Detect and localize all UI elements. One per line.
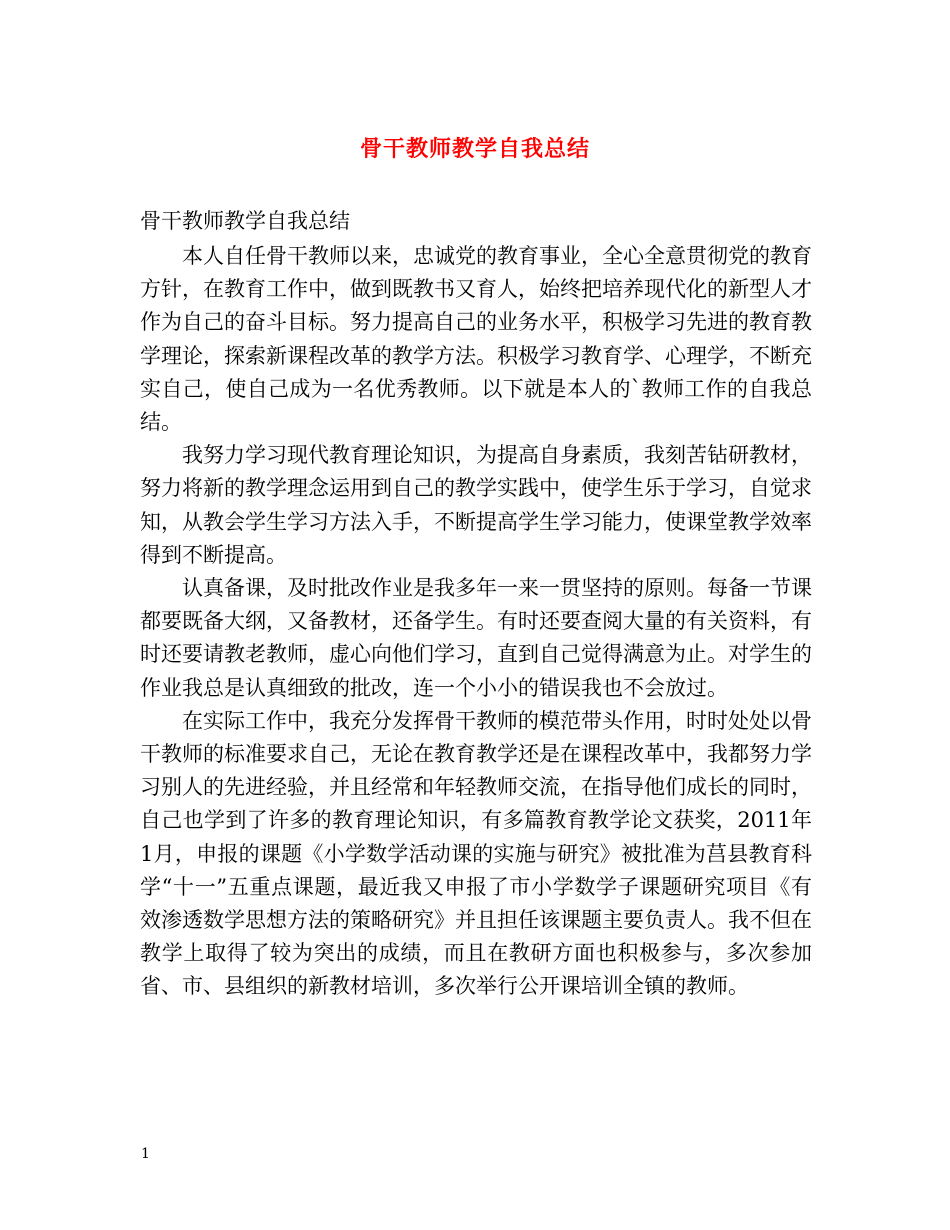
document-body [140, 240, 812, 1004]
paragraph-3: 认真备课，及时批改作业是我多年一来一贯坚持的原则。每备一节课都要既备大纲，又备教材，还备学生。有时还要查阅大量的有关资料，有时还要请教老教师，虚心向他们学习，直到自己觉得满意为止。对学生的作业我总是认真细致的批改，连一个小小的错误我也不会放过。 [140, 576, 812, 700]
document-subtitle: 骨干教师教学自我总结 [140, 209, 350, 233]
paragraph-4: 在实际工作中，我充分发挥骨干教师的模范带头作用，时时处处以骨干教师的标准要求自己，无论在教育教学还是在课程改革中，我都努力学习别人的先进经验，并且经常和年轻教师交流，在指导他们成长的同时，自己也学到了许多的教育理论知识，有多篇教育教学论文获奖，2011年1月，申报的课题《小学数学活动课的实施与研究》被批准为莒县教育科学“十一”五重点课题，最近我又申报了市小学数学子课题研究项目《有效渗透数学思想方法的策略研究》并且担任该课题主要负责人。我不但在教学上取得了较为突出的成绩，而且在教研方面也积极参与，多次参加省、市、县组织的新教材培训，多次举行公开课培训全镇的教师。 [140, 708, 812, 999]
page-number: 1 [141, 1146, 150, 1162]
paragraph-2: 我努力学习现代教育理论知识，为提高自身素质，我刻苦钻研教材，努力将新的教学理念运用到自己的教学实践中，使学生乐于学习，自觉求知，从教会学生学习方法入手，不断提高学生学习能力，使课堂教学效率得到不断提高。 [140, 443, 812, 567]
document-title: 骨干教师教学自我总结 [359, 136, 590, 162]
paragraph-1: 本人自任骨干教师以来，忠诚党的教育事业，全心全意贯彻党的教育方针，在教育工作中，做到既教书又育人，始终把培养现代化的新型人才作为自己的奋斗目标。努力提高自己的业务水平，积极学习先进的教育教学理论，探索新课程改革的教学方法。积极学习教育学、心理学，不断充实自己，使自己成为一名优秀教师。以下就是本人的`教师工作的自我总结。 [140, 244, 812, 435]
